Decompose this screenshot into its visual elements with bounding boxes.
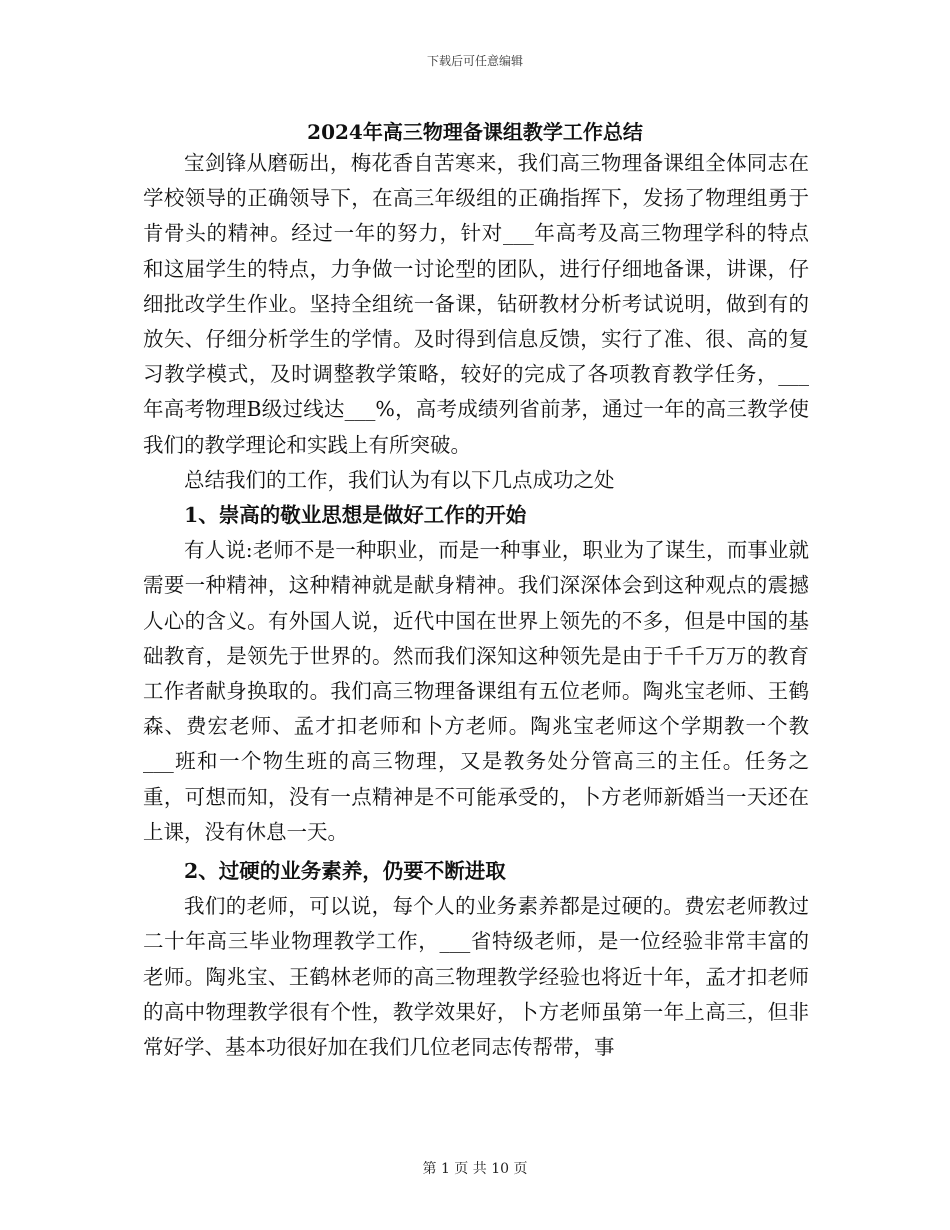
- document-body: [143, 146, 809, 1065]
- section-2-heading: 2、过硬的业务素养，仍要不断进取: [184, 859, 506, 884]
- section-2-paragraph: 我们的老师，可以说，每个人的业务素养都是过硬的。费宏老师教过二十年高三毕业物理教学工作，___省特级老师，是一位经验非常丰富的老师。陶兆宝、王鹤林老师的高三物理教学经验也将近十年，孟才扣老师的高中物理教学很有个性，教学效果好，卜方老师虽第一年上高三，但非常好学、基本功很好加在我们几位老同志传帮带，事: [143, 894, 809, 1060]
- section-1-heading: 1、崇高的敬业思想是做好工作的开始: [184, 503, 527, 528]
- intro-paragraph: 宝剑锋从磨砺出，梅花香自苦寒来，我们高三物理备课组全体同志在学校领导的正确领导下，在高三年级组的正确指挥下，发扬了物理组勇于肯骨头的精神。经过一年的努力，针对___年高考及高三物理学科的特点和这届学生的特点，力争做一讨论型的团队，进行仔细地备课，讲课，仔细批改学生作业。坚持全组统一备课，钻研教材分析考试说明，做到有的放矢、仔细分析学生的学情。及时得到信息反馈，实行了准、很、高的复习教学模式，及时调整教学策略，较好的完成了各项教育教学任务，___年高考物理B级过线达___%，高考成绩列省前茅，通过一年的高三教学使我们的教学理论和实践上有所突破。: [143, 151, 809, 457]
- document-title: 2024年高三物理备课组教学工作总结: [307, 120, 643, 144]
- page-number: 第 1 页 共 10 页: [422, 1161, 528, 1177]
- page-header-note: 下载后可任意编辑: [426, 54, 523, 68]
- section-1-paragraph: 有人说:老师不是一种职业，而是一种事业，职业为了谋生，而事业就需要一种精神，这种精神就是献身精神。我们深深体会到这种观点的震撼人心的含义。有外国人说，近代中国在世界上领先的不多，但是中国的基础教育，是领先于世界的。然而我们深知这种领先是由于千千万万的教育工作者献身换取的。我们高三物理备课组有五位老师。陶兆宝老师、王鹤森、费宏老师、孟才扣老师和卜方老师。陶兆宝老师这个学期教一个教___班和一个物生班的高三物理，又是教务处分管高三的主任。任务之重，可想而知，没有一点精神是不可能承受的，卜方老师新婚当一天还在上课，没有休息一天。: [143, 538, 809, 844]
- summary-line: 总结我们的工作，我们认为有以下几点成功之处: [184, 467, 615, 492]
